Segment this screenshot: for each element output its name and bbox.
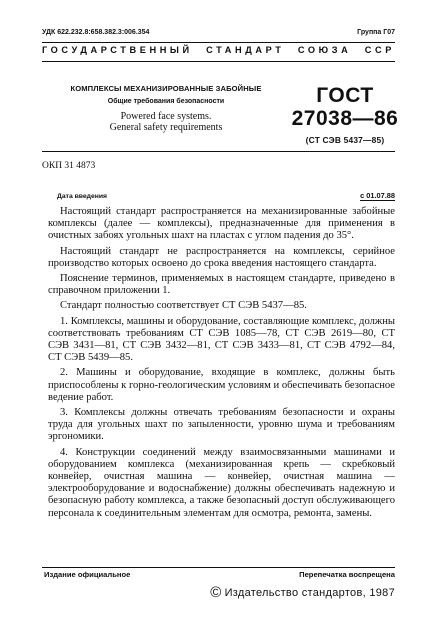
top-rule bbox=[42, 42, 395, 43]
body-text bbox=[48, 206, 395, 520]
udk-code: УДК 622.232.8:658.382.3:006.354 bbox=[42, 29, 150, 36]
sev-reference: (СТ СЭВ 5437—85) bbox=[305, 135, 385, 145]
title-rule bbox=[42, 151, 395, 152]
paragraph: Стандарт полностью соответствует СТ СЭВ 5437—85. bbox=[60, 300, 307, 312]
copyright-icon: © bbox=[210, 584, 222, 601]
title-ru: КОМПЛЕКСЫ МЕХАНИЗИРОВАННЫЕ ЗАБОЙНЫЕ bbox=[70, 84, 262, 93]
reprint-forbidden-label: Перепечатка воспрещена bbox=[299, 570, 395, 579]
publisher-name: Издательство стандартов, 1987 bbox=[224, 587, 395, 599]
designation-block bbox=[291, 85, 399, 145]
org-rule bbox=[42, 61, 395, 62]
paragraph: Настоящий стандарт не распространяется на комплексы, серийное производство которых освоено до срока введения настоящего стандарта. bbox=[48, 245, 395, 269]
paragraph: Настоящий стандарт распространяется на механизированные забойные комплексы (далее — комплексы), предназначенные для применения в очистных забоях угольных шахт на пластах с углом падения до 35°. bbox=[48, 206, 395, 242]
intro-date-label: Дата введения bbox=[57, 193, 108, 200]
official-edition-label: Издание официальное bbox=[44, 570, 131, 579]
paragraph: 3. Комплексы должны отвечать требованиям безопасности и охраны труда для угольных шахт по запыленности, уровню шума и требованиям эргономики. bbox=[48, 407, 395, 443]
title-en bbox=[42, 111, 290, 133]
gost-label: ГОСТ bbox=[316, 84, 374, 107]
paragraph: 4. Конструкции соединений между взаимосвязанными машинами и оборудованием комплекса (механизированная крепь — скребковый конвейер, очистная машина — конвейер, очистная машина — электрооборудование и водоснабжение) должны обеспечивать надежную и безопасную работу комплекса, а также безопасный доступ обслуживающего персонала к соединительным элементам для осмотра, ремонта, замены. bbox=[48, 446, 395, 519]
publisher-line bbox=[210, 584, 395, 601]
title-en-line1: Powered face systems. bbox=[120, 111, 212, 122]
paragraph: Пояснение терминов, применяемых в настоящем стандарте, приведено в справочном приложении 1. bbox=[48, 273, 395, 297]
paragraph: 2. Машины и оборудование, входящие в комплекс, должны быть приспособлены к горно-геологическим условиям и обеспечивать безопасное ведение работ. bbox=[48, 367, 395, 403]
group-code: Группа Г07 bbox=[357, 29, 395, 36]
intro-date-value: с 01.07.88 bbox=[360, 191, 395, 200]
okp-code: ОКП 31 4873 bbox=[42, 161, 96, 171]
title-en-line2: General safety requirements bbox=[109, 122, 223, 133]
classification-row bbox=[42, 29, 395, 41]
subtitle-ru: Общие требования безопасности bbox=[107, 98, 225, 105]
title-block bbox=[42, 84, 290, 133]
paragraph: 1. Комплексы, машины и оборудование, составляющие комплекс, должны соответствовать требованиям СТ СЭВ 1085—78, СТ СЭВ 2619—80, СТ СЭВ 3431—81, СТ СЭВ 3432—81, СТ СЭВ 3433—81, СТ СЭВ 4792—84, СТ СЭВ 5439—85. bbox=[48, 315, 395, 364]
organization-heading: ГОСУДАРСТВЕННЫЙ СТАНДАРТ СОЮЗА ССР bbox=[42, 45, 395, 55]
gost-number: 27038—86 bbox=[291, 107, 399, 130]
footer-rule bbox=[42, 567, 395, 568]
